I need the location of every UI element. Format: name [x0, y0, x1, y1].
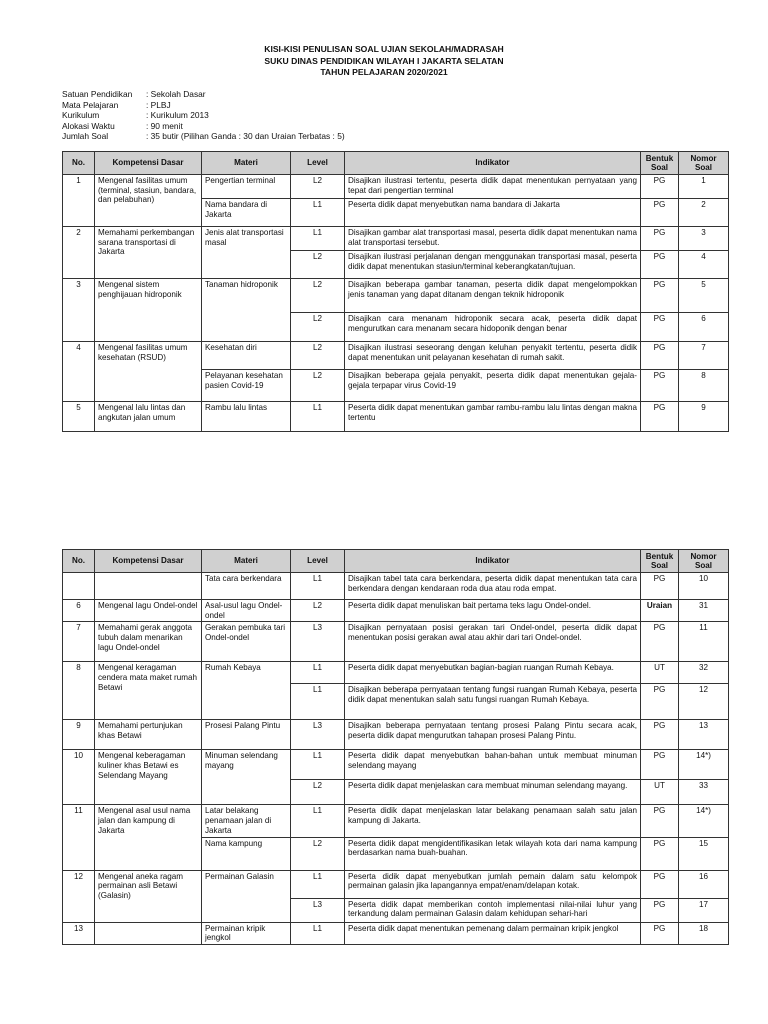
cell-materi: Pelayanan kesehatan pasien Covid-19	[202, 370, 291, 402]
cell-bentuk-soal: PG	[641, 720, 679, 750]
meta-value: : Sekolah Dasar	[146, 89, 206, 99]
cell-indikator: Peserta didik dapat menyebutkan nama bandara di Jakarta	[345, 199, 641, 227]
cell-nomor-soal: 5	[679, 279, 729, 313]
cell-kompetensi-dasar: Mengenal sistem penghijauan hidroponik	[95, 279, 202, 342]
cell-indikator: Peserta didik dapat menjelaskan cara membuat minuman selendang mayang.	[345, 780, 641, 805]
cell-bentuk-soal: UT	[641, 780, 679, 805]
meta-label: Alokasi Waktu	[62, 120, 115, 131]
cell-level: L2	[291, 313, 345, 342]
cell-indikator: Disajikan tabel tata cara berkendara, peserta didik dapat menentukan tata cara berkendara dengan kendaraan roda dua atau roda empat.	[345, 573, 641, 600]
meta-row	[62, 121, 345, 132]
cell-level: L2	[291, 837, 345, 870]
table-row	[63, 227, 729, 251]
cell-level: L1	[291, 805, 345, 837]
header-level: Level	[291, 152, 345, 175]
cell-nomor-soal: 10	[679, 573, 729, 600]
cell-materi: Tata cara berkendara	[202, 573, 291, 600]
meta-value: : Kurikulum 2013	[146, 110, 209, 120]
cell-no: 9	[63, 720, 95, 750]
table-row	[63, 175, 729, 199]
cell-kompetensi-dasar: Mengenal fasilitas umum kesehatan (RSUD)	[95, 342, 202, 402]
cell-nomor-soal: 31	[679, 600, 729, 622]
cell-indikator: Peserta didik dapat memberikan contoh implementasi nilai-nilai luhur yang terkandung dalam permainan Galasin dalam kehidupan sehari-hari	[345, 898, 641, 922]
header-level: Level	[291, 550, 345, 573]
cell-nomor-soal: 8	[679, 370, 729, 402]
cell-no: 10	[63, 750, 95, 805]
cell-bentuk-soal: PG	[641, 279, 679, 313]
cell-level: L1	[291, 227, 345, 251]
cell-bentuk-soal: PG	[641, 622, 679, 662]
cell-materi: Nama bandara di Jakarta	[202, 199, 291, 227]
cell-no: 12	[63, 870, 95, 922]
cell-kompetensi-dasar	[95, 573, 202, 600]
cell-level: L2	[291, 342, 345, 370]
cell-materi: Minuman selendang mayang	[202, 750, 291, 805]
cell-level: L2	[291, 780, 345, 805]
table-row	[63, 662, 729, 684]
cell-bentuk-soal: PG	[641, 251, 679, 279]
cell-bentuk-soal: PG	[641, 199, 679, 227]
meta-label: Mata Pelajaran	[62, 99, 119, 110]
meta-row	[62, 89, 345, 100]
cell-indikator: Peserta didik dapat menentukan gambar rambu-rambu lalu lintas dengan makna tertentu	[345, 402, 641, 432]
header-bentuk-soal: Bentuk Soal	[641, 550, 679, 573]
table-row	[63, 805, 729, 837]
cell-level: L3	[291, 720, 345, 750]
cell-indikator: Disajikan ilustrasi tertentu, peserta didik dapat menentukan pernyataan yang tepat dari pengertian terminal	[345, 175, 641, 199]
cell-nomor-soal: 3	[679, 227, 729, 251]
cell-kompetensi-dasar: Memahami gerak anggota tubuh dalam menarikan lagu Ondel-ondel	[95, 622, 202, 662]
document-subtitle: SUKU DINAS PENDIDIKAN WILAYAH I JAKARTA SELATAN	[264, 55, 504, 66]
cell-nomor-soal: 9	[679, 402, 729, 432]
header-nomor-soal: Nomor Soal	[679, 550, 729, 573]
table-row	[63, 600, 729, 622]
cell-indikator: Disajikan beberapa gambar tanaman, peserta didik dapat mengelompokkan jenis tanaman yang dapat ditanam dengan teknik hidroponik	[345, 279, 641, 313]
header-kompetensi-dasar: Kompetensi Dasar	[95, 152, 202, 175]
cell-level: L1	[291, 662, 345, 684]
cell-indikator: Disajikan pernyataan posisi gerakan tari Ondel-ondel, peserta didik dapat menentukan posisi gerakan awal atau akhir dari tari Ondel-ondel.	[345, 622, 641, 662]
cell-level: L1	[291, 922, 345, 944]
document-title-block	[0, 44, 768, 79]
cell-kompetensi-dasar: Mengenal aneka ragam permainan asli Betawi (Galasin)	[95, 870, 202, 922]
cell-level: L3	[291, 622, 345, 662]
cell-level: L2	[291, 600, 345, 622]
cell-level: L1	[291, 199, 345, 227]
header-kompetensi-dasar: Kompetensi Dasar	[95, 550, 202, 573]
cell-indikator: Disajikan cara menanam hidroponik secara acak, peserta didik dapat mengurutkan cara menanam secara hidoponik dengan benar	[345, 313, 641, 342]
table-row	[63, 279, 729, 313]
cell-indikator: Peserta didik dapat menentukan pemenang dalam permainan kripik jengkol	[345, 922, 641, 944]
meta-row	[62, 131, 345, 142]
cell-nomor-soal: 7	[679, 342, 729, 370]
cell-nomor-soal: 12	[679, 684, 729, 720]
cell-nomor-soal: 6	[679, 313, 729, 342]
cell-nomor-soal: 15	[679, 837, 729, 870]
cell-level: L2	[291, 370, 345, 402]
table-row	[63, 922, 729, 944]
cell-indikator: Disajikan ilustrasi perjalanan dengan menggunakan transportasi masal, peserta didik dapat menentukan stasiun/terminal keberangkatan/tujuan.	[345, 251, 641, 279]
cell-materi: Prosesi Palang Pintu	[202, 720, 291, 750]
cell-bentuk-soal: PG	[641, 573, 679, 600]
cell-bentuk-soal: PG	[641, 870, 679, 898]
cell-bentuk-soal: PG	[641, 342, 679, 370]
cell-indikator: Peserta didik dapat menuliskan bait pertama teks lagu Ondel-ondel.	[345, 600, 641, 622]
header-indikator: Indikator	[345, 152, 641, 175]
cell-level: L1	[291, 870, 345, 898]
document-title: KISI-KISI PENULISAN SOAL UJIAN SEKOLAH/MADRASAH	[264, 44, 504, 54]
cell-nomor-soal: 18	[679, 922, 729, 944]
cell-nomor-soal: 16	[679, 870, 729, 898]
cell-nomor-soal: 11	[679, 622, 729, 662]
cell-indikator: Disajikan beberapa gejala penyakit, peserta didik dapat menentukan gejala-gejala terpapar virus Covid-19	[345, 370, 641, 402]
cell-bentuk-soal: PG	[641, 837, 679, 870]
cell-materi: Rambu lalu lintas	[202, 402, 291, 432]
header-indikator: Indikator	[345, 550, 641, 573]
cell-kompetensi-dasar: Mengenal lagu Ondel-ondel	[95, 600, 202, 622]
cell-indikator: Peserta didik dapat mengidentifikasikan letak wilayah kota dari nama kampung berdasarkan nama buah-buahan.	[345, 837, 641, 870]
cell-nomor-soal: 14*)	[679, 750, 729, 780]
cell-nomor-soal: 33	[679, 780, 729, 805]
cell-bentuk-soal: PG	[641, 684, 679, 720]
cell-level: L1	[291, 402, 345, 432]
cell-no: 13	[63, 922, 95, 944]
meta-label: Jumlah Soal	[62, 131, 109, 141]
kisi-kisi-table-page-2	[62, 549, 729, 945]
cell-indikator: Disajikan ilustrasi seseorang dengan keluhan penyakit tertentu, peserta didik dapat menentukan unit pelayanan kesehatan di rumah sakit.	[345, 342, 641, 370]
meta-row	[62, 100, 345, 111]
table-header-row	[63, 550, 729, 573]
cell-level: L1	[291, 750, 345, 780]
cell-no	[63, 573, 95, 600]
meta-row	[62, 110, 345, 121]
cell-kompetensi-dasar: Memahami pertunjukan khas Betawi	[95, 720, 202, 750]
cell-level: L2	[291, 251, 345, 279]
cell-nomor-soal: 2	[679, 199, 729, 227]
cell-indikator: Peserta didik dapat menyebutkan bagian-bagian ruangan Rumah Kebaya.	[345, 662, 641, 684]
cell-materi: Permainan Galasin	[202, 870, 291, 922]
cell-bentuk-soal: PG	[641, 805, 679, 837]
cell-no: 1	[63, 175, 95, 227]
header-nomor-soal: Nomor Soal	[679, 152, 729, 175]
table-row	[63, 573, 729, 600]
cell-no: 4	[63, 342, 95, 402]
header-materi: Materi	[202, 550, 291, 573]
meta-value: : PLBJ	[146, 99, 171, 110]
cell-materi: Rumah Kebaya	[202, 662, 291, 720]
document-year: TAHUN PELAJARAN 2020/2021	[320, 67, 448, 77]
cell-materi: Kesehatan diri	[202, 342, 291, 370]
cell-no: 5	[63, 402, 95, 432]
header-bentuk-soal: Bentuk Soal	[641, 152, 679, 175]
cell-level: L2	[291, 175, 345, 199]
cell-nomor-soal: 32	[679, 662, 729, 684]
header-no: No.	[63, 550, 95, 573]
cell-materi: Nama kampung	[202, 837, 291, 870]
cell-kompetensi-dasar: Mengenal asal usul nama jalan dan kampung di Jakarta	[95, 805, 202, 870]
cell-indikator: Disajikan beberapa pernyataan tentang fungsi ruangan Rumah Kebaya, peserta didik dapat menentukan salah satu fungsi ruangan Rumah Kebaya.	[345, 684, 641, 720]
identity-block	[62, 89, 345, 142]
cell-indikator: Peserta didik dapat menyebutkan jumlah pemain dalam satu kelompok permainan galasin jika lapangannya empat/enam/delapan kotak.	[345, 870, 641, 898]
cell-bentuk-soal: PG	[641, 175, 679, 199]
cell-kompetensi-dasar: Memahami perkembangan sarana transportasi di Jakarta	[95, 227, 202, 279]
cell-bentuk-soal: PG	[641, 402, 679, 432]
meta-value: : 90 menit	[146, 120, 183, 131]
cell-bentuk-soal: PG	[641, 898, 679, 922]
cell-bentuk-soal: PG	[641, 750, 679, 780]
meta-label: Satuan Pendidikan	[62, 89, 133, 99]
cell-bentuk-soal: UT	[641, 662, 679, 684]
cell-bentuk-soal: Uraian	[641, 600, 679, 622]
table-header-row	[63, 152, 729, 175]
table-row	[63, 402, 729, 432]
table-row	[63, 870, 729, 898]
kisi-kisi-table-page-1	[62, 151, 729, 432]
cell-materi: Pengertian terminal	[202, 175, 291, 199]
cell-nomor-soal: 17	[679, 898, 729, 922]
cell-no: 3	[63, 279, 95, 342]
cell-level: L1	[291, 684, 345, 720]
header-materi: Materi	[202, 152, 291, 175]
cell-bentuk-soal: PG	[641, 313, 679, 342]
cell-kompetensi-dasar: Mengenal keberagaman kuliner khas Betawi es Selendang Mayang	[95, 750, 202, 805]
cell-bentuk-soal: PG	[641, 922, 679, 944]
cell-nomor-soal: 1	[679, 175, 729, 199]
cell-materi: Gerakan pembuka tari Ondel-ondel	[202, 622, 291, 662]
cell-indikator: Peserta didik dapat menjelaskan latar belakang penamaan salah satu jalan kampung di Jakarta.	[345, 805, 641, 837]
cell-materi: Permainan kripik jengkol	[202, 922, 291, 944]
cell-no: 8	[63, 662, 95, 720]
cell-bentuk-soal: PG	[641, 370, 679, 402]
cell-kompetensi-dasar: Mengenal lalu lintas dan angkutan jalan umum	[95, 402, 202, 432]
cell-indikator: Peserta didik dapat menyebutkan bahan-bahan untuk membuat minuman selendang mayang	[345, 750, 641, 780]
cell-nomor-soal: 14*)	[679, 805, 729, 837]
cell-kompetensi-dasar: Mengenal keragaman cendera mata maket rumah Betawi	[95, 662, 202, 720]
table-row	[63, 622, 729, 662]
cell-materi: Jenis alat transportasi masal	[202, 227, 291, 279]
cell-indikator: Disajikan beberapa pernyataan tentang prosesi Palang Pintu secara acak, peserta didik dapat mengurutkan tahapan prosesi Palang Pintu.	[345, 720, 641, 750]
cell-materi: Asal-usul lagu Ondel-ondel	[202, 600, 291, 622]
cell-no: 2	[63, 227, 95, 279]
cell-indikator: Disajikan gambar alat transportasi masal, peserta didik dapat menentukan nama alat transportasi tersebut.	[345, 227, 641, 251]
cell-nomor-soal: 4	[679, 251, 729, 279]
cell-level: L3	[291, 898, 345, 922]
table-row	[63, 750, 729, 780]
cell-materi: Latar belakang penamaan jalan di Jakarta	[202, 805, 291, 837]
header-no: No.	[63, 152, 95, 175]
cell-kompetensi-dasar	[95, 922, 202, 944]
cell-no: 7	[63, 622, 95, 662]
cell-no: 6	[63, 600, 95, 622]
cell-nomor-soal: 13	[679, 720, 729, 750]
cell-bentuk-soal: PG	[641, 227, 679, 251]
cell-materi: Tanaman hidroponik	[202, 279, 291, 342]
cell-level: L2	[291, 279, 345, 313]
meta-label: Kurikulum	[62, 110, 100, 120]
table-row	[63, 720, 729, 750]
cell-kompetensi-dasar: Mengenal fasilitas umum (terminal, stasiun, bandara, dan pelabuhan)	[95, 175, 202, 227]
cell-no: 11	[63, 805, 95, 870]
table-row	[63, 342, 729, 370]
meta-value: : 35 butir (Pilihan Ganda : 30 dan Uraian Terbatas : 5)	[146, 131, 345, 141]
cell-level: L1	[291, 573, 345, 600]
